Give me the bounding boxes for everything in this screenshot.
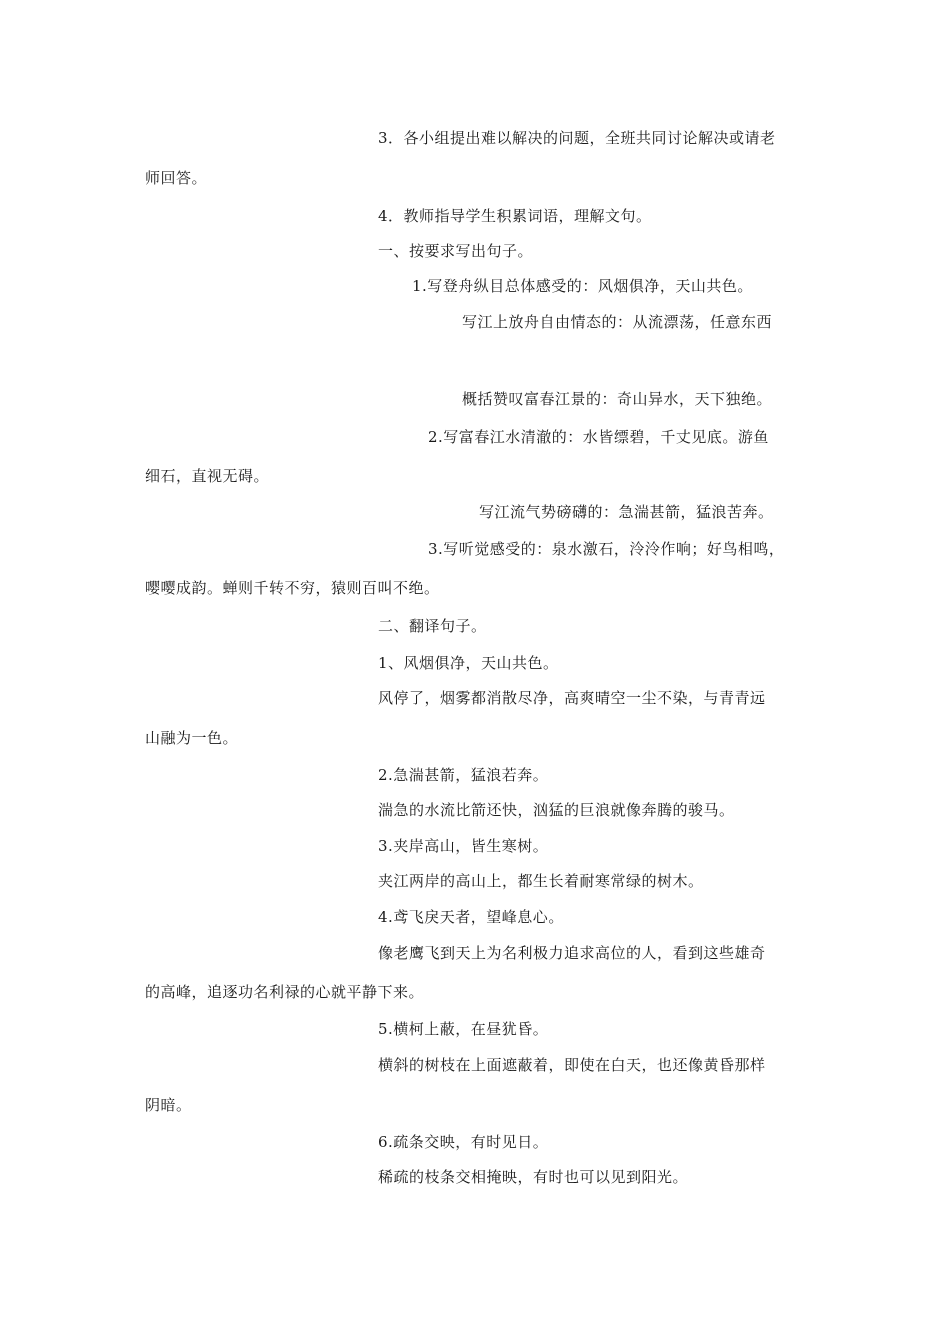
translation-1-source: 1、风烟俱净，天山共色。	[378, 654, 559, 672]
item-1-line: 1.写登舟纵目总体感受的：风烟俱净，天山共色。	[412, 277, 753, 295]
translation-6-source: 6.疏条交映，有时见日。	[378, 1133, 549, 1151]
translation-3-source: 3.夹岸高山，皆生寒树。	[378, 837, 549, 855]
item-1-line-c: 概括赞叹富春江景的：奇山异水，天下独绝。	[462, 390, 773, 408]
section-2-heading: 二、翻译句子。	[378, 617, 487, 635]
step-4-line: 4．教师指导学生积累词语，理解文句。	[378, 207, 652, 225]
translation-6-line: 稀疏的枝条交相掩映，有时也可以见到阳光。	[378, 1168, 689, 1186]
translation-5-line-2: 阴暗。	[145, 1096, 192, 1114]
section-1-heading: 一、按要求写出句子。	[378, 242, 534, 260]
item-3-line-1: 3.写听觉感受的：泉水激石，泠泠作响；好鸟相鸣，	[428, 540, 785, 558]
translation-3-line: 夹江两岸的高山上，都生长着耐寒常绿的树木。	[378, 872, 704, 890]
translation-4-line-1: 像老鹰飞到天上为名利极力追求高位的人，看到这些雄奇	[378, 944, 766, 962]
translation-1-line-2: 山融为一色。	[145, 729, 239, 747]
translation-2-line: 湍急的水流比箭还快，汹猛的巨浪就像奔腾的骏马。	[378, 801, 735, 819]
item-2-line-b: 写江流气势磅礴的：急湍甚箭，猛浪苦奔。	[479, 503, 774, 521]
translation-4-line-2: 的高峰，追逐功名利禄的心就平静下来。	[145, 983, 425, 1001]
translation-5-line-1: 横斜的树枝在上面遮蔽着，即使在白天，也还像黄昏那样	[378, 1056, 766, 1074]
translation-1-line-1: 风停了，烟雾都消散尽净，高爽晴空一尘不染，与青青远	[378, 689, 766, 707]
translation-5-source: 5.横柯上蔽，在昼犹昏。	[378, 1020, 549, 1038]
translation-4-source: 4.鸢飞戾天者，望峰息心。	[378, 908, 564, 926]
item-2-line-2: 细石，直视无碍。	[145, 467, 270, 485]
step-3-line-1: 3．各小组提出难以解决的问题，全班共同讨论解决或请老	[378, 129, 776, 147]
item-3-line-2: 嘤嘤成韵。蝉则千转不穷，猿则百叫不绝。	[145, 579, 440, 597]
item-2-line-1: 2.写富春江水清澈的：水皆缥碧，千丈见底。游鱼	[428, 428, 769, 446]
item-1-line-b: 写江上放舟自由情态的：从流漂荡，任意东西	[462, 313, 773, 331]
step-3-line-2: 师回答。	[145, 169, 208, 187]
translation-2-source: 2.急湍甚箭，猛浪若奔。	[378, 766, 549, 784]
